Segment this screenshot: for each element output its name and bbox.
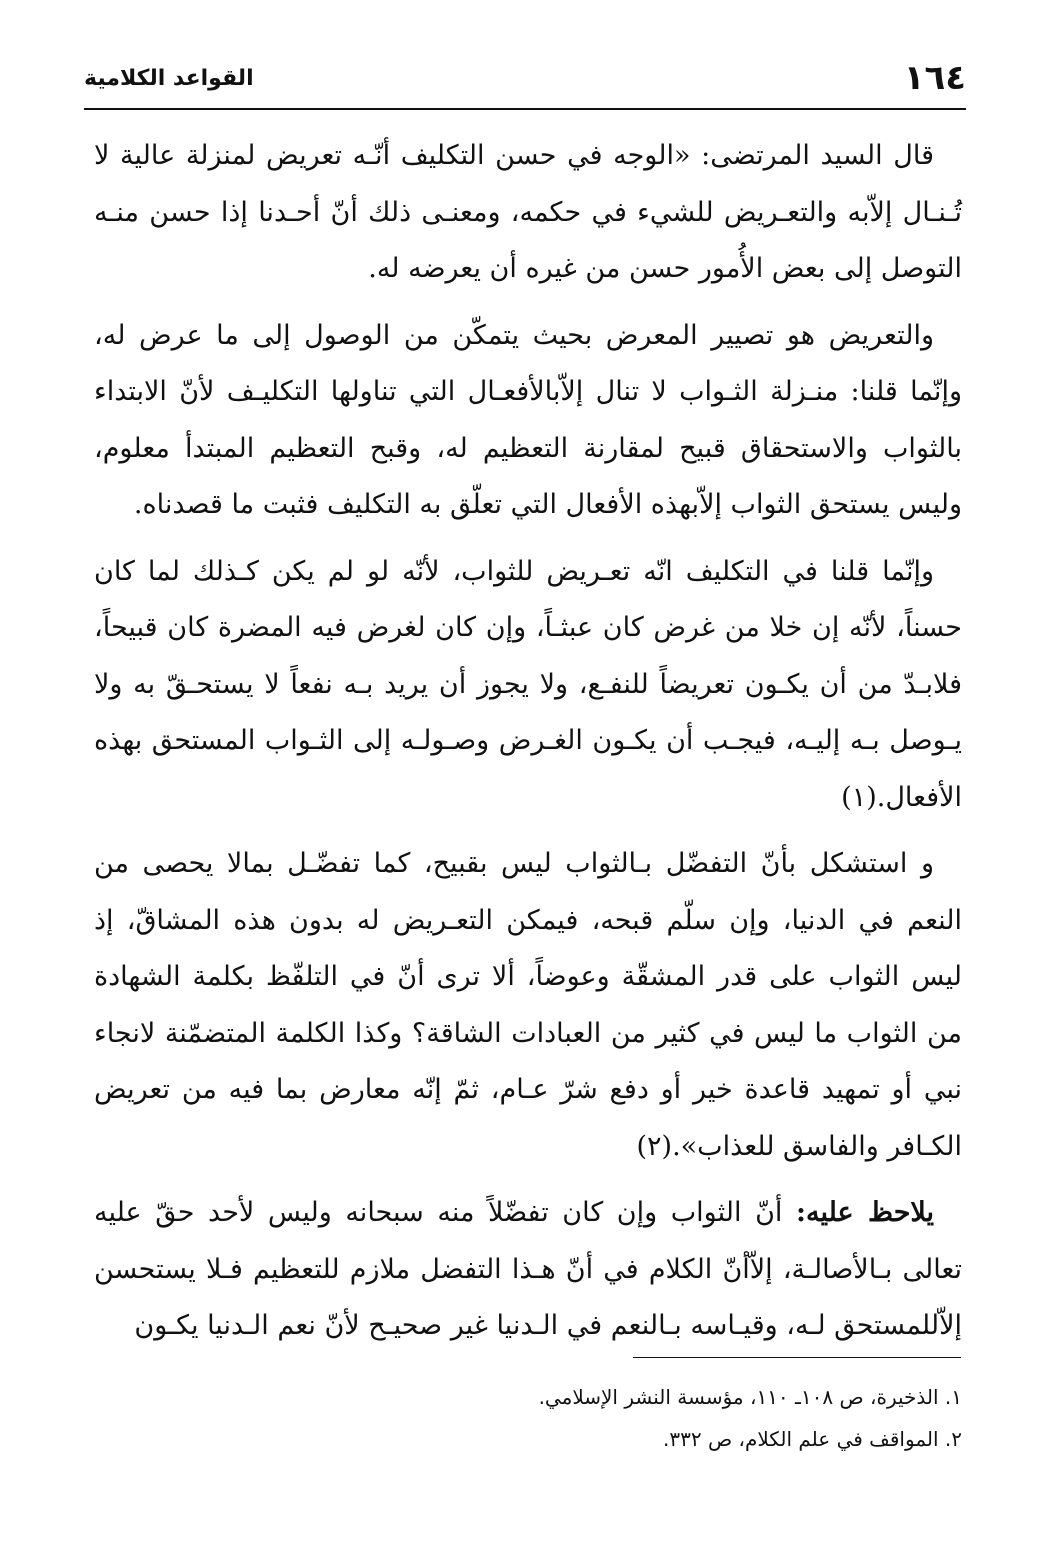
footnote: ١. الذخيرة، ص ١٠٨ـ ١١٠، مؤسسة النشر الإسلامي. <box>538 1385 962 1409</box>
running-title: القواعد الكلامية <box>84 66 254 91</box>
paragraph-text: أنّ الثواب وإن كان تفضّلاً منه سبحانه وليس لأحد حقّ عليه تعالى بـالأصالـة، إلاّأنّ الكلام في أنّ هـذا التفضل ملازم للتعظيم فـلا يستحسن إلاّللمستحق لـه، وقيـاسه بـالنعم في الـدنيا غير صحيـح لأنّ نعم الـدنيا يكـون <box>94 1197 962 1341</box>
page-header <box>84 58 966 106</box>
paragraph-text: قال السيد المرتضى: «الوجه في حسن التكليف أنّـه تعريض لمنزلة عالية لا تُـنـال إلاّبه والتعـريض للشيء في حكمه، ومعنـى ذلك أنّ أحـدنا إذا حسن منـه التوصل إلى بعض الأُمور حسن من غيره أن يعرضه له. <box>94 140 962 284</box>
paragraph-text: و استشكل بأنّ التفضّل بـالثواب ليس بقبيح، كما تفضّـل بمالا يحصى من النعم في الدنيا، وإن سلّم قبحه، فيمكن التعـريض له بدون هذه المشاقّ، إذ ليس الثواب على قدر المشقّة وعوضاً، ألا ترى أنّ في التلفّظ بكلمة الشهادة من الثواب ما ليس في كثير من العبادات الشاقة؟ وكذا الكلمة المتضمّنة لانجاء نبي أو تمهيد قاعدة خير أو دفع شرّ عـام، ثمّ إنّه معارض بما فيه من تعريض الكـافر والفاسق للعذاب».(٢) <box>94 848 962 1162</box>
header-divider <box>84 108 966 110</box>
paragraph <box>94 544 962 827</box>
paragraph-lead: يلاحظ عليه: <box>796 1197 935 1228</box>
footnotes <box>94 1376 962 1460</box>
paragraph-text: وإنّما قلنا في التكليف انّه تعـريض للثواب، لأنّه لو لم يكن كـذلك لما كان حسناً، لأنّه إن خلا من غرض كان عبثـاً، وإن كان لغرض فيه المضرة كان قبيحاً، فلابـدّ من أن يكـون تعريضاً للنفـع، ولا يجوز أن يريد بـه نفعاً لا يستحـقّ به ولا يـوصل بـه إليـه، فيجـب أن يكـون الغـرض وصـولـه إلى الثـواب المستحق بهذه الأفعال.(١) <box>94 555 962 813</box>
paragraph <box>94 308 962 534</box>
paragraph <box>94 836 962 1175</box>
paragraph <box>94 1185 962 1355</box>
paragraph <box>94 128 962 298</box>
page-number: ١٦٤ <box>903 58 966 98</box>
main-text <box>94 128 962 1365</box>
footnote: ٢. المواقف في علم الكلام، ص ٣٣٢. <box>663 1427 962 1451</box>
footnote-divider <box>633 1357 961 1358</box>
paragraph-text: والتعريض هو تصيير المعرض بحيث يتمكّن من الوصول إلى ما عرض له، وإنّما قلنا: منـزلة الثـواب لا تنال إلاّبالأفعـال التي تناولها التكليـف لأنّ الابتداء بالثواب والاستحقاق قبيح لمقارنة التعظيم له، وقبح التعظيم المبتدأ معلوم، وليس يستحق الثواب إلاّبهذه الأفعال التي تعلّق به التكليف فثبت ما قصدناه. <box>94 319 962 520</box>
